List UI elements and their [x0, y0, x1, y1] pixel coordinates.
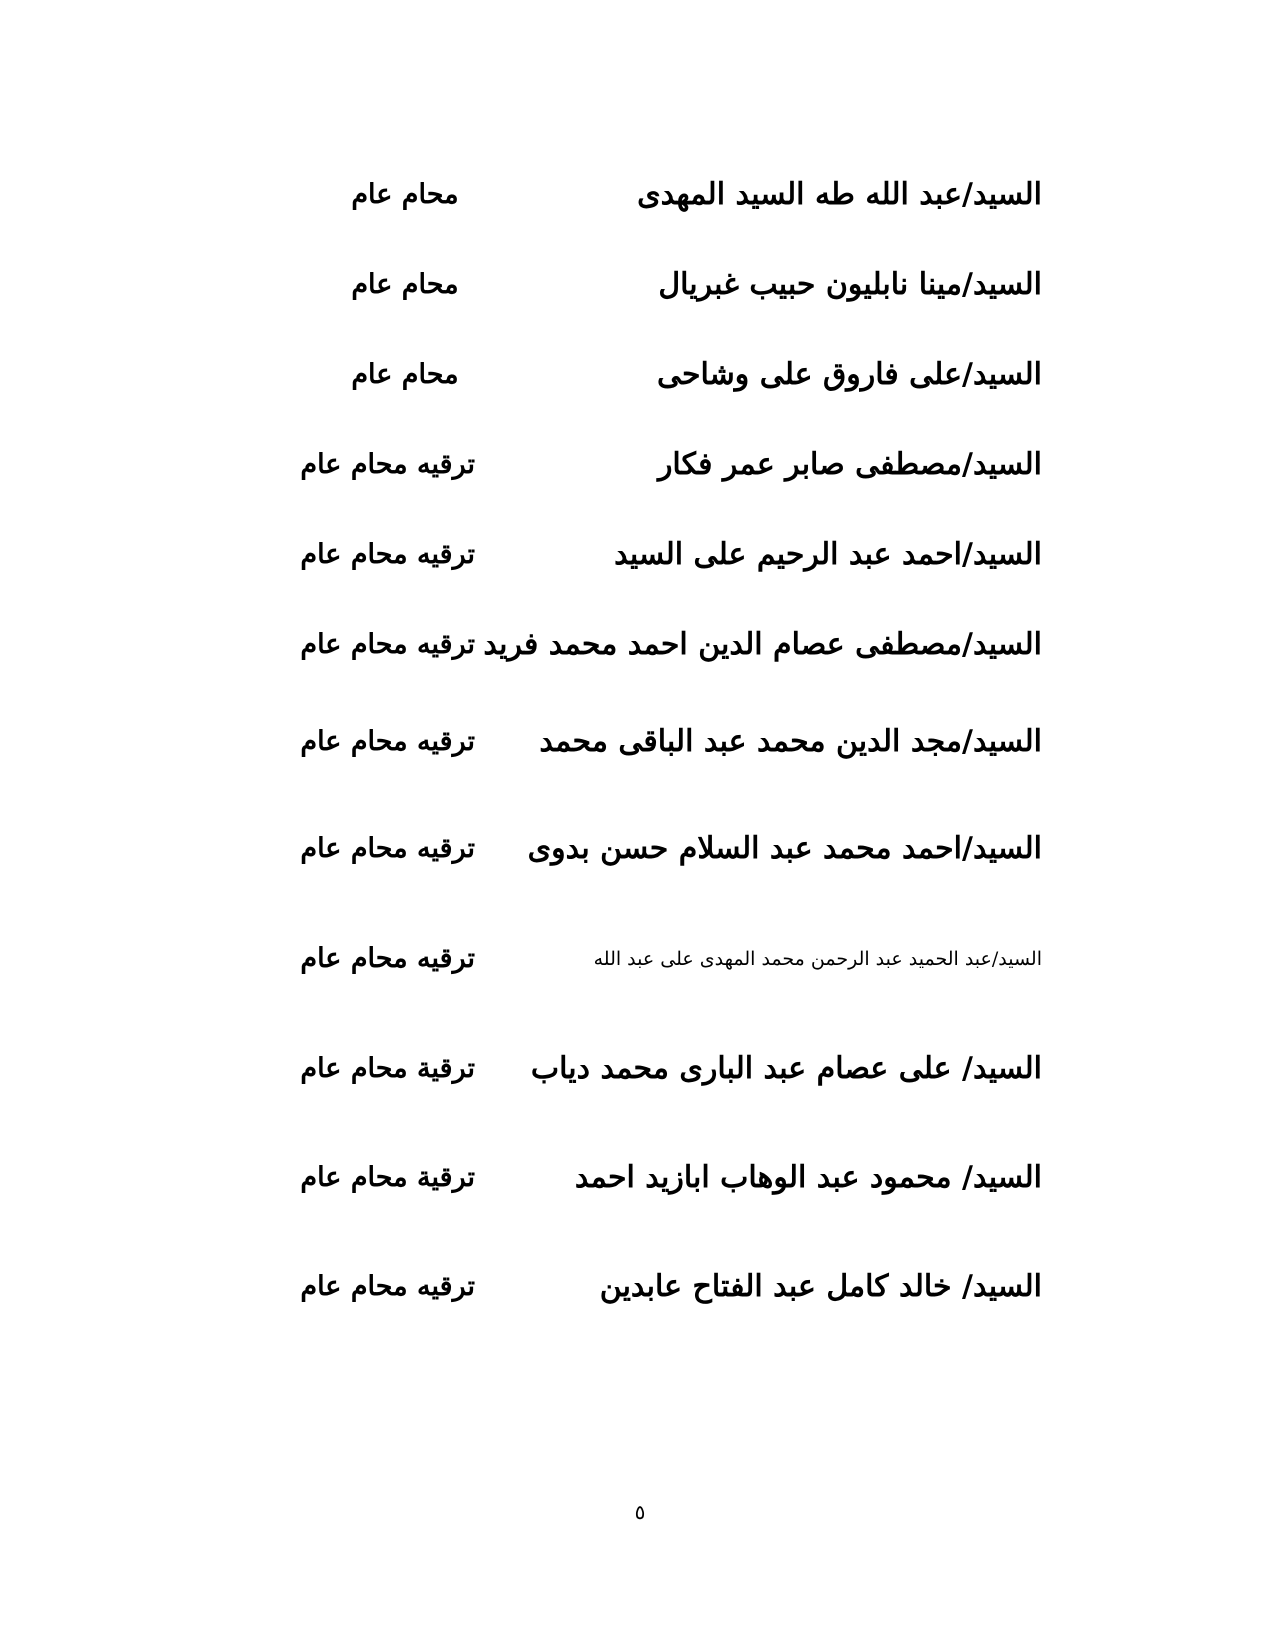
- person-status: ترقيه محام عام: [300, 449, 475, 480]
- person-name: السيد/احمد محمد عبد السلام حسن بدوى: [527, 831, 1042, 866]
- person-status: ترقيه محام عام: [300, 629, 475, 660]
- list-item: [0, 345, 1275, 405]
- person-name: السيد/ محمود عبد الوهاب ابازيد احمد: [574, 1160, 1042, 1195]
- list-item: [0, 1039, 1275, 1099]
- list-item: [0, 435, 1275, 495]
- person-name: السيد/مصطفى عصام الدين احمد محمد فريد: [483, 627, 1042, 662]
- person-status: ترقيه محام عام: [300, 539, 475, 570]
- person-status: ترقية محام عام: [300, 1162, 475, 1193]
- person-status: ترقيه محام عام: [300, 726, 475, 757]
- person-name: السيد/احمد عبد الرحيم على السيد: [614, 537, 1042, 572]
- list-item: [0, 929, 1275, 989]
- list-item: [0, 712, 1275, 772]
- list-item: [0, 165, 1275, 225]
- person-status: محام عام: [351, 359, 459, 390]
- person-status: ترقية محام عام: [300, 1053, 475, 1084]
- person-name: السيد/مصطفى صابر عمر فكار: [657, 447, 1042, 482]
- person-status: ترقيه محام عام: [300, 833, 475, 864]
- person-name: السيد/مينا نابليون حبيب غبريال: [658, 267, 1042, 302]
- person-status: محام عام: [351, 179, 459, 210]
- list-item: [0, 1257, 1275, 1317]
- person-status: محام عام: [351, 269, 459, 300]
- person-name: السيد/ خالد كامل عبد الفتاح عابدين: [599, 1269, 1042, 1304]
- person-name: السيد/عبد الحميد عبد الرحمن محمد المهدى على عبد الله: [593, 948, 1042, 970]
- person-name: السيد/ على عصام عبد البارى محمد دياب: [530, 1051, 1042, 1086]
- person-status: ترقيه محام عام: [300, 1271, 475, 1302]
- person-name: السيد/على فاروق على وشاحى: [656, 357, 1042, 392]
- list-item: [0, 819, 1275, 879]
- person-name: السيد/مجد الدين محمد عبد الباقى محمد: [539, 724, 1042, 759]
- page-number: ٥: [634, 1500, 646, 1524]
- list-item: [0, 1148, 1275, 1208]
- list-item: [0, 255, 1275, 315]
- person-name: السيد/عبد الله طه السيد المهدى: [637, 177, 1042, 212]
- list-item: [0, 615, 1275, 675]
- person-status: ترقيه محام عام: [300, 943, 475, 974]
- list-item: [0, 525, 1275, 585]
